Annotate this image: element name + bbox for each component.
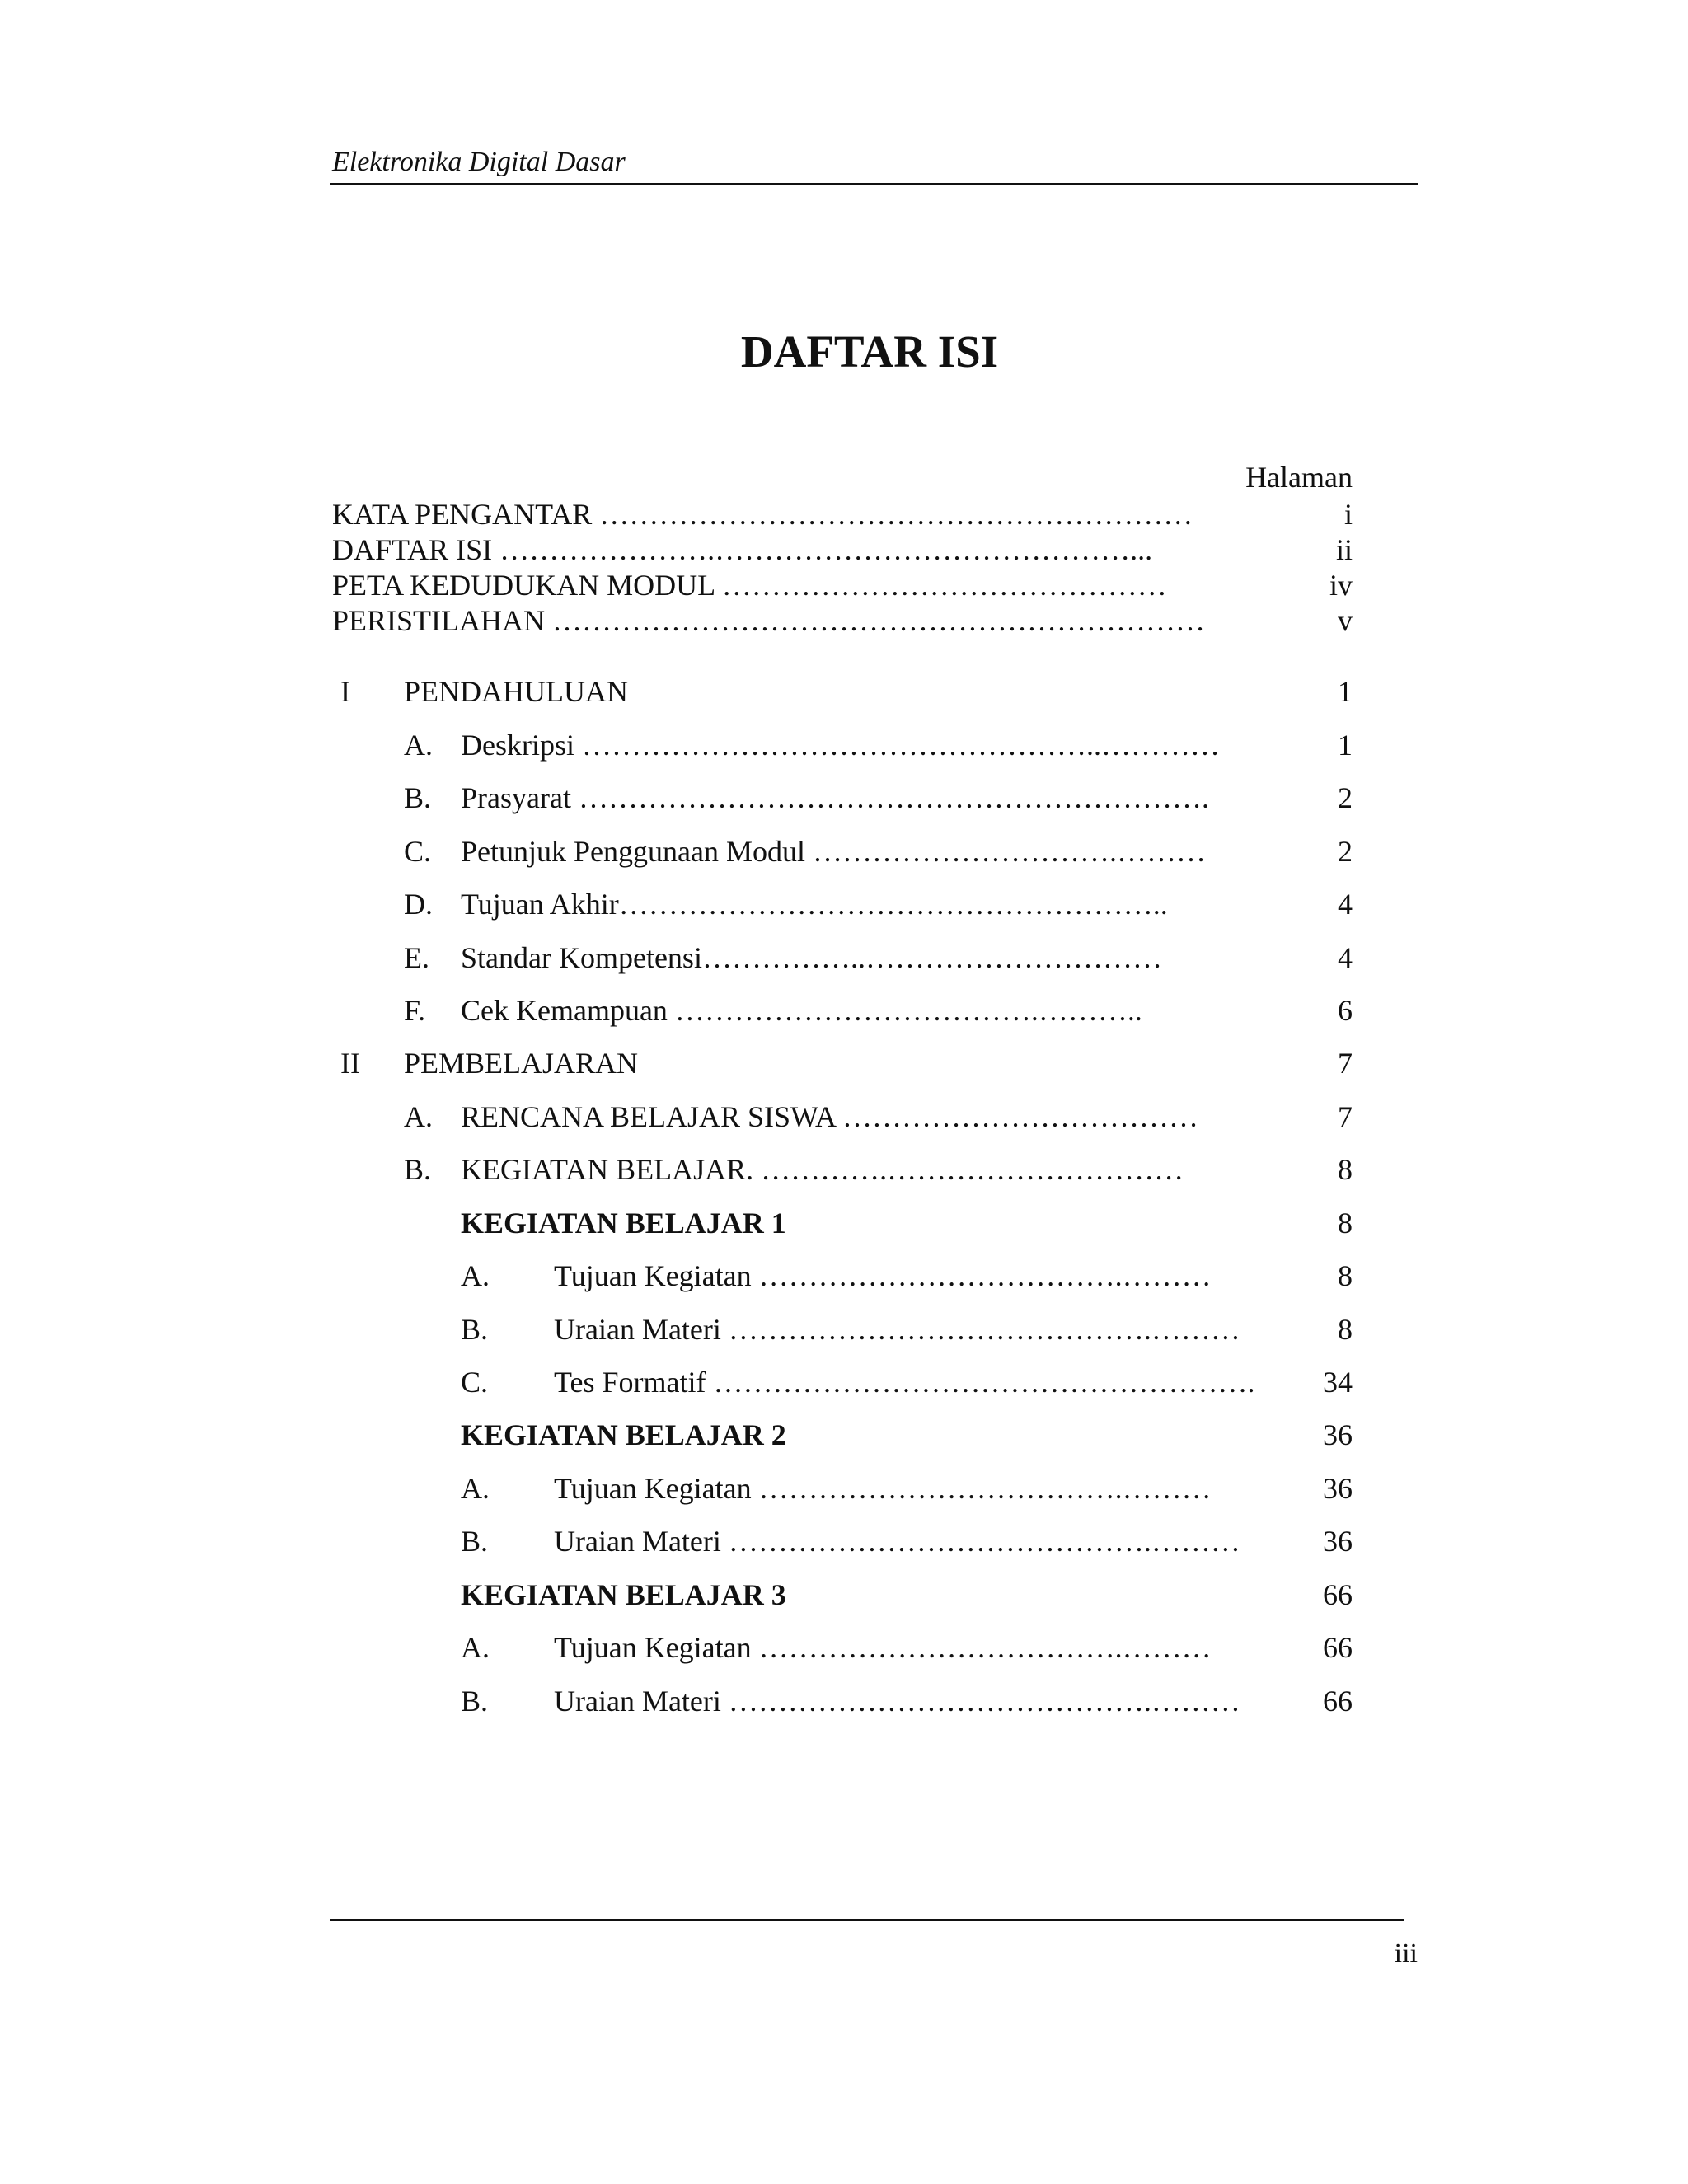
section-label: RENCANA BELAJAR SISWA ……………………………… [461, 1100, 1199, 1133]
activity-item-page: 66 [1323, 1685, 1353, 1718]
toc-entry-page: v [1338, 604, 1353, 637]
section-letter: E. [404, 941, 429, 974]
running-header: Elektronika Digital Dasar [332, 147, 626, 177]
section-label: Deskripsi ……………………………………………..………… [461, 729, 1220, 762]
section-page: 2 [1338, 781, 1353, 814]
activity-item-letter: B. [461, 1313, 489, 1346]
section-label: Tujuan Akhir……………………………………………….. [461, 888, 1168, 921]
activity-page: 8 [1338, 1207, 1353, 1240]
section-page: 8 [1338, 1153, 1353, 1186]
page-number: iii [1394, 1938, 1418, 1969]
activity-item-label: Tujuan Kegiatan ……………………………….……… [554, 1472, 1212, 1505]
activity-item-label: Tujuan Kegiatan ……………………………….……… [554, 1259, 1212, 1292]
toc-entry-page: iv [1329, 569, 1353, 602]
section-label: Standar Kompetensi……………..………………………… [461, 941, 1162, 974]
header-rule [330, 183, 1418, 185]
chapter-page: 7 [1338, 1047, 1353, 1080]
page-title: DAFTAR ISI [740, 326, 999, 377]
activity-item-letter: B. [461, 1685, 489, 1718]
activity-item-page: 66 [1323, 1631, 1353, 1664]
activity-item-label: Uraian Materi …………………………………….……… [554, 1313, 1240, 1346]
section-letter: B. [404, 1153, 432, 1186]
toc-entry-label: KATA PENGANTAR …………………………………………………… [332, 498, 1193, 531]
activity-item-letter: A. [461, 1472, 490, 1505]
chapter-title: PEMBELAJARAN [404, 1047, 639, 1080]
activity-item-page: 8 [1338, 1313, 1353, 1346]
section-page: 1 [1338, 729, 1353, 762]
activity-item-page: 34 [1323, 1366, 1353, 1399]
toc-entry-label: PETA KEDUDUKAN MODUL ……………………………………… [332, 569, 1167, 602]
section-letter: D. [404, 888, 433, 921]
toc-entry-label: PERISTILAHAN ………………………………………………………… [332, 604, 1205, 637]
chapter-numeral: I [340, 675, 350, 708]
section-letter: C. [404, 835, 432, 868]
footer-rule [330, 1919, 1404, 1921]
activity-page: 36 [1323, 1418, 1353, 1451]
activity-item-letter: C. [461, 1366, 489, 1399]
chapter-page: 1 [1338, 675, 1353, 708]
activity-item-label: Tes Formatif ………………………………………………. [554, 1366, 1255, 1399]
chapter-numeral: II [340, 1047, 360, 1080]
activity-page: 66 [1323, 1578, 1353, 1611]
activity-item-page: 36 [1323, 1472, 1353, 1505]
toc-entry-page: i [1343, 498, 1353, 531]
activity-title: KEGIATAN BELAJAR 1 [461, 1207, 786, 1240]
activity-item-label: Tujuan Kegiatan ……………………………….……… [554, 1631, 1212, 1664]
activity-item-label: Uraian Materi …………………………………….……… [554, 1525, 1240, 1558]
section-page: 6 [1338, 994, 1353, 1027]
page-column-header: Halaman [1245, 461, 1353, 494]
section-label: KEGIATAN BELAJAR. ………….………………………… [461, 1153, 1184, 1186]
activity-title: KEGIATAN BELAJAR 3 [461, 1578, 786, 1611]
chapter-title: PENDAHULUAN [404, 675, 628, 708]
toc-entry-page: ii [1335, 533, 1353, 566]
activity-item-page: 36 [1323, 1525, 1353, 1558]
activity-item-letter: A. [461, 1259, 490, 1292]
activity-item-page: 8 [1338, 1259, 1353, 1292]
section-page: 2 [1338, 835, 1353, 868]
section-label: Petunjuk Penggunaan Modul ………………………….……… [461, 835, 1206, 868]
section-label: Cek Kemampuan ……………………………….……….. [461, 994, 1142, 1027]
activity-title: KEGIATAN BELAJAR 2 [461, 1418, 786, 1451]
section-letter: B. [404, 781, 432, 814]
section-letter: A. [404, 729, 433, 762]
section-label: Prasyarat ………………………………………………………. [461, 781, 1209, 814]
section-page: 4 [1338, 941, 1353, 974]
activity-item-label: Uraian Materi …………………………………….……… [554, 1685, 1240, 1718]
section-letter: F. [404, 994, 426, 1027]
section-page: 7 [1338, 1100, 1353, 1133]
section-letter: A. [404, 1100, 433, 1133]
section-page: 4 [1338, 888, 1353, 921]
activity-item-letter: B. [461, 1525, 489, 1558]
toc-entry-label: DAFTAR ISI ………………….……………………………………... [332, 533, 1153, 566]
activity-item-letter: A. [461, 1631, 490, 1664]
